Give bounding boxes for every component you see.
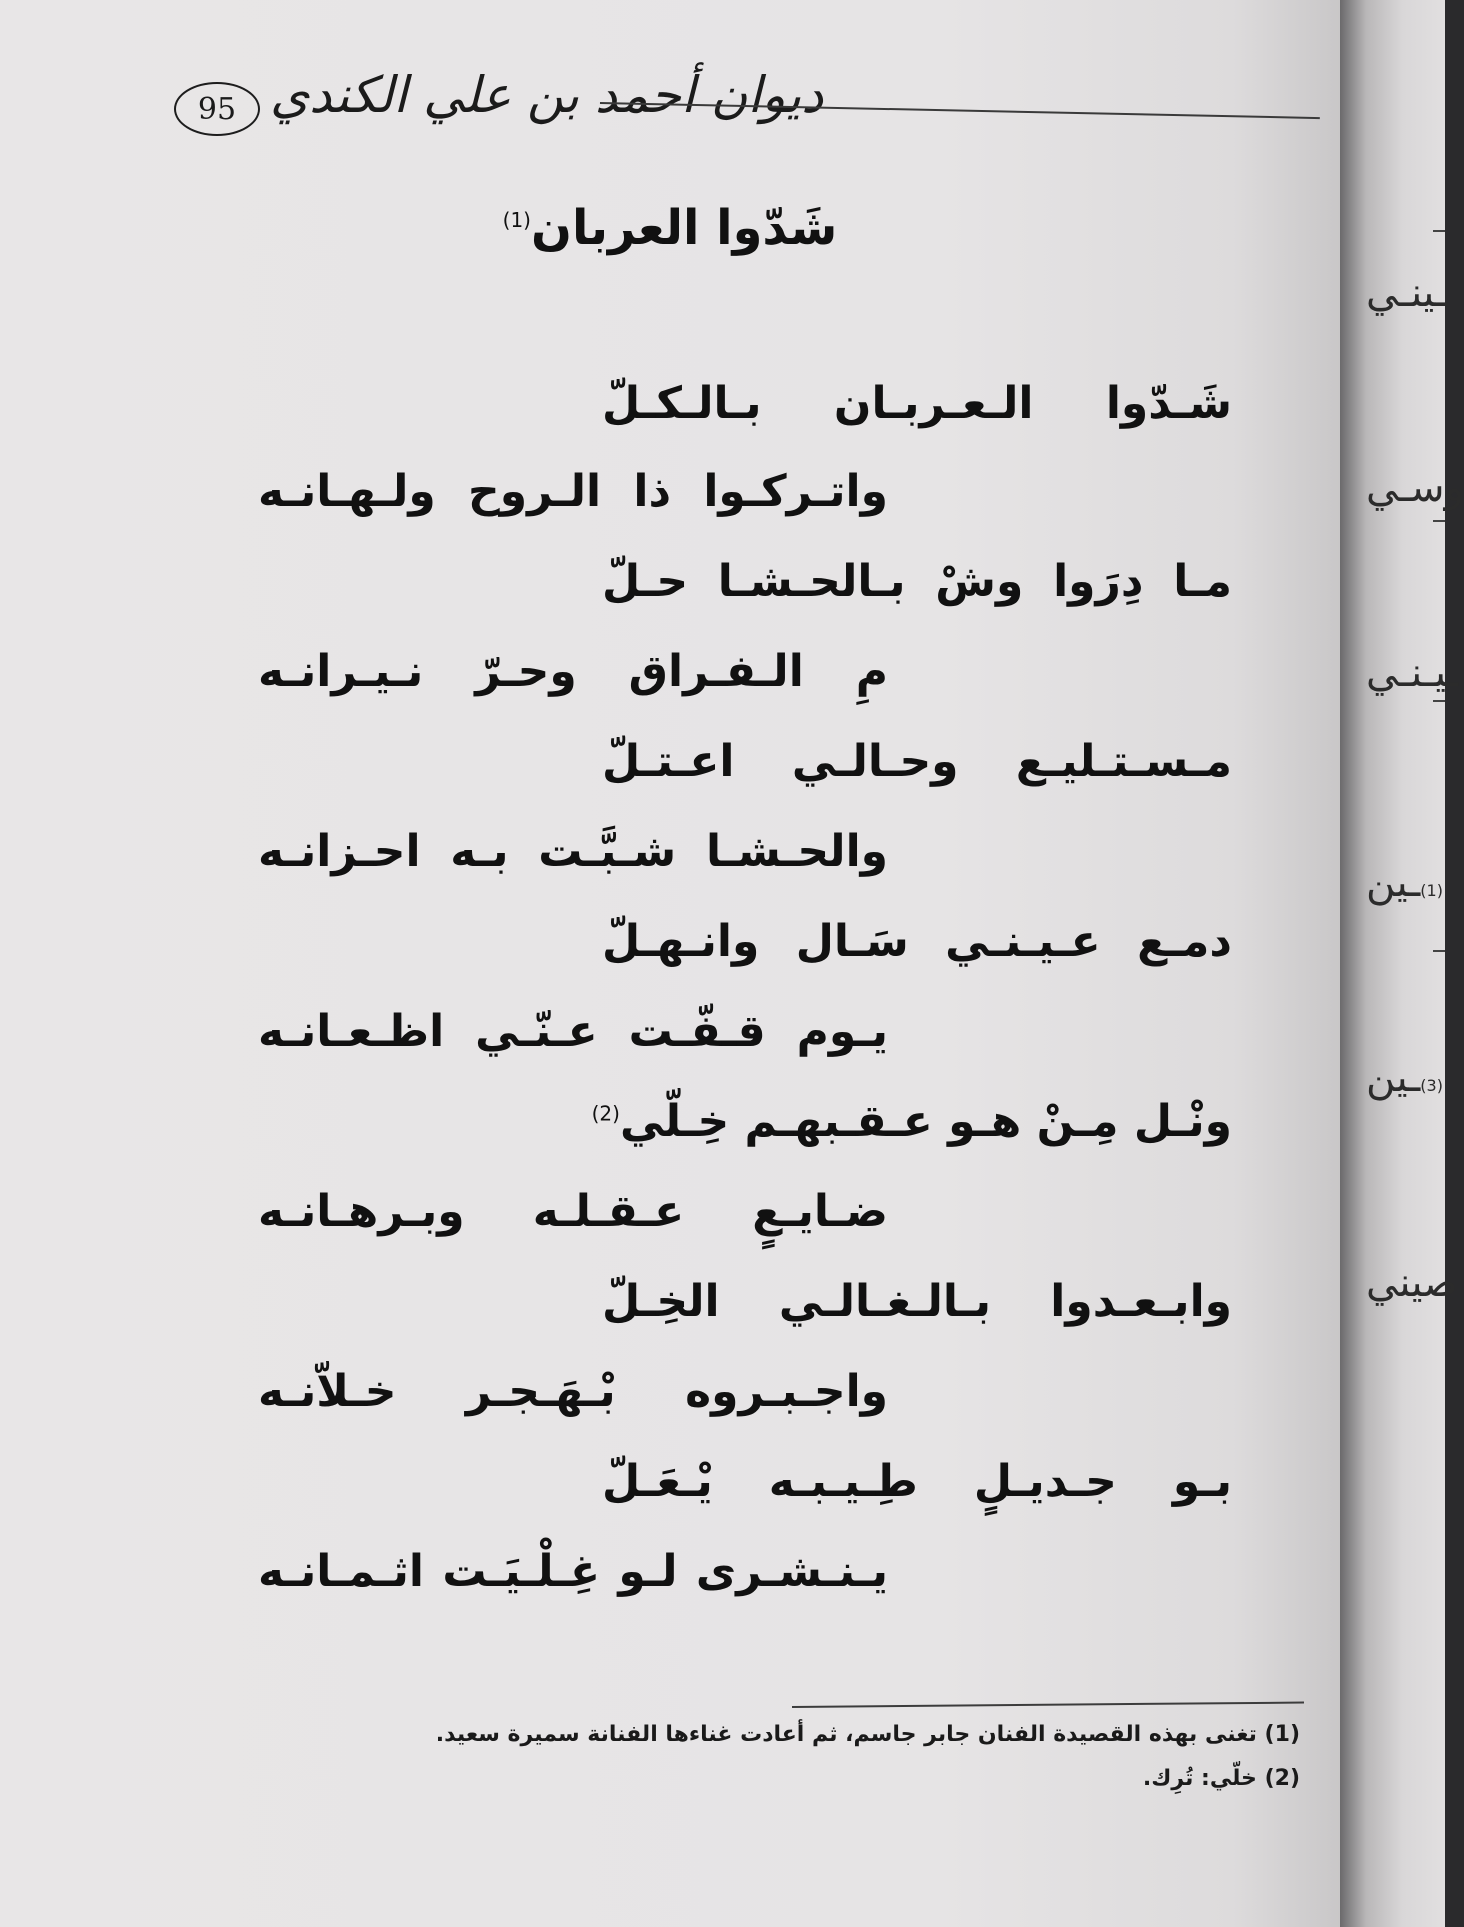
poem-title [0, 200, 1340, 256]
adjacent-text-fragment: صيني [1366, 1260, 1458, 1306]
verse-line: واجـبـروه بْـهَـجـر خـلاّنـه [258, 1366, 888, 1417]
header-rule [599, 102, 1320, 149]
adjacent-page [1340, 0, 1464, 1927]
verse-line-with-note [591, 1096, 1232, 1147]
footnote-separator [792, 1702, 1304, 1708]
adjacent-rule [1433, 520, 1445, 522]
verse-line: دمـع عـيـنـي سَـال وانـهـلّ [602, 916, 1232, 967]
verse-line: بـو جـديـلٍ طِـيـبـه يْـعَـلّ [602, 1456, 1232, 1507]
verse-line: ضـايـعٍ عـقـلـه وبـرهـانـه [258, 1186, 888, 1237]
footnote-2: (2) خلّي: تُرِك. [1142, 1766, 1300, 1791]
adjacent-text-fragment: وسـي [1366, 465, 1464, 511]
page-header [170, 60, 1320, 150]
adjacent-fragment-text: ـين [1366, 1055, 1421, 1101]
verse-line: والحـشـا شـبَّـت بـه احـزانـه [258, 826, 888, 877]
adjacent-rule [1433, 700, 1445, 702]
adjacent-text-fragment: ـينـي [1366, 270, 1447, 316]
verse-line: وابـعـدوا بـالـغـالـي الخِـلّ [602, 1276, 1232, 1327]
adjacent-fragment-text: ـين [1366, 860, 1421, 906]
adjacent-text-fragment: ـيـنـي [1366, 650, 1459, 696]
verse-line: ونْـل مِـنْ هـو عـقـبهـم خِـلّي [619, 1096, 1232, 1147]
page-number: 95 [174, 82, 260, 136]
verse-line: يـوم قـفّـت عـنّـي اظـعـانـه [258, 1006, 888, 1057]
adjacent-rule [1433, 230, 1445, 232]
adjacent-rule [1433, 950, 1445, 952]
verse-line: مِ الـفـراق وحـرّ نـيـرانـه [258, 646, 888, 697]
verse-line: يـنـشـرى لـو غِـلْـيَـت اثـمـانـه [258, 1546, 888, 1597]
verse-line: مـا دِرَوا وشْ بـالحـشـا حـلّ [602, 556, 1232, 607]
poem-title-text: شَدّوا العربان [530, 200, 838, 256]
adjacent-text-fragment [1366, 1055, 1443, 1101]
poem-title-footnote-ref: (1) [502, 208, 531, 232]
verse-line: شَـدّوا الـعـربـان بـالـكـلّ [602, 378, 1232, 429]
adjacent-note-ref: (3) [1420, 1076, 1443, 1095]
verse-footnote-ref: (2) [591, 1101, 620, 1126]
verse-line: مـسـتـليـع وحـالـي اعـتـلّ [602, 736, 1232, 787]
verse-line: واتـركـوا ذا الـروح ولـهـانـه [258, 466, 888, 517]
adjacent-text-fragment [1366, 860, 1443, 906]
running-title: ديوان أحمد بن علي الكندي [270, 66, 824, 124]
footnote-1: (1) تغنى بهذه القصيدة الفنان جابر جاسم، ثم أعادت غناءها الفنانة سميرة سعيد. [435, 1722, 1300, 1747]
adjacent-note-ref: (1) [1420, 881, 1443, 900]
